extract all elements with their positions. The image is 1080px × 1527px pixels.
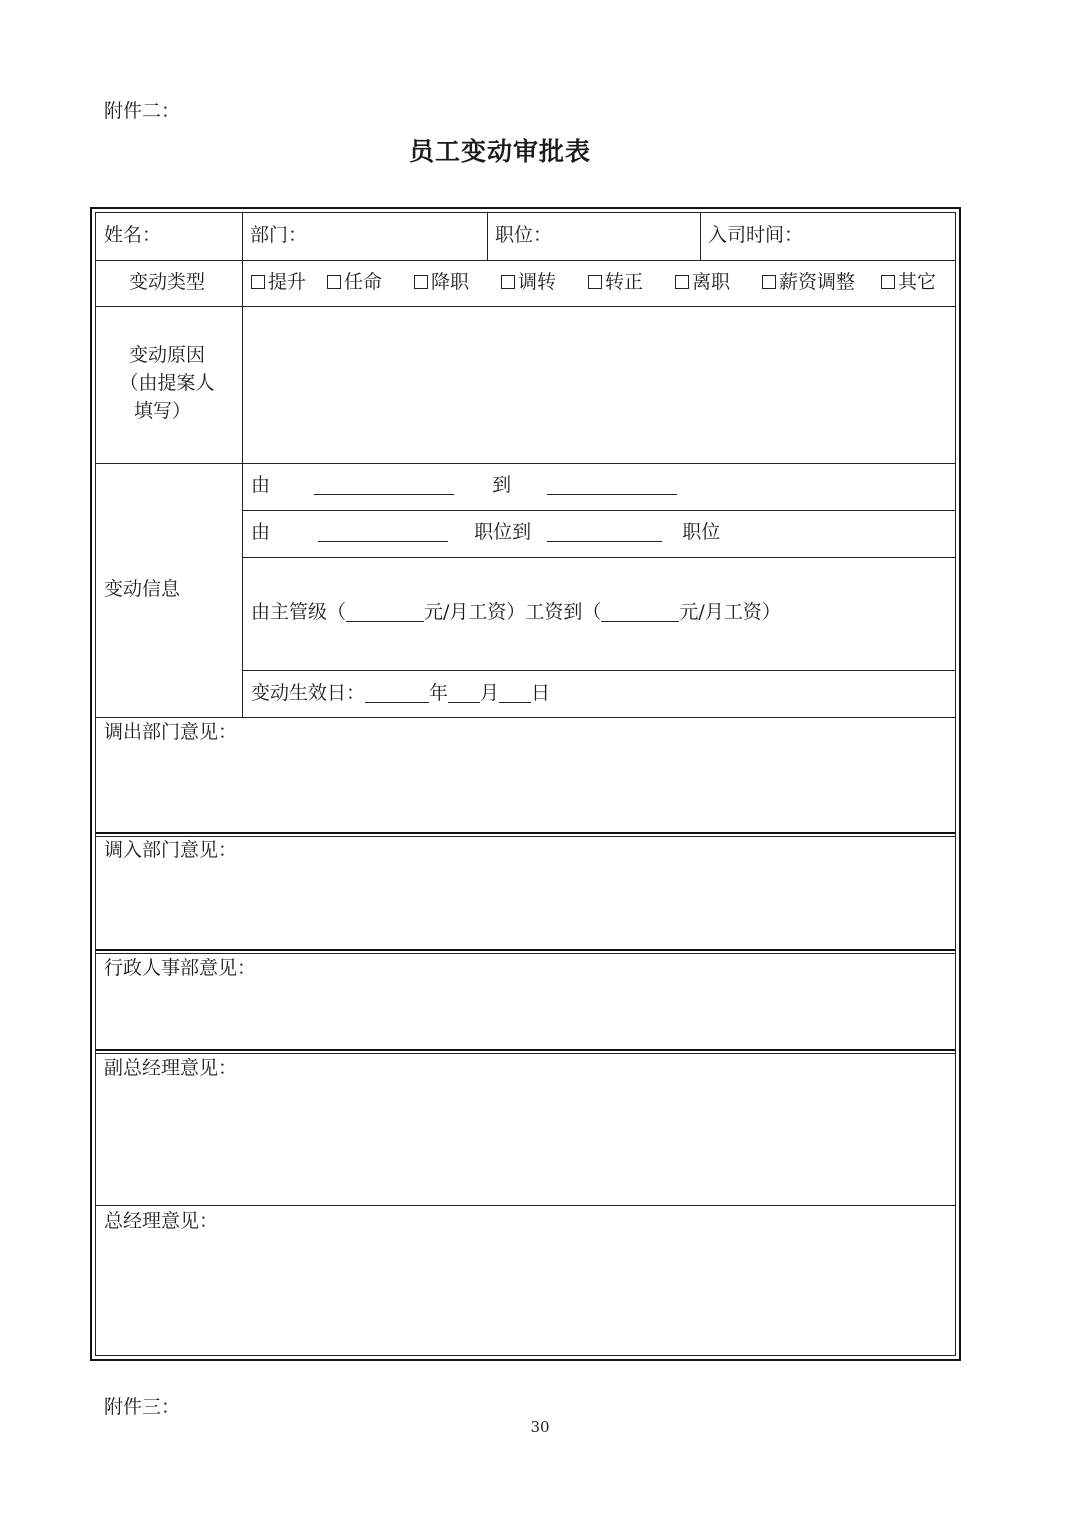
change-type-options <box>251 270 936 294</box>
checkbox-icon[interactable] <box>414 275 428 289</box>
month-label: 月 <box>480 682 500 704</box>
name-label: 姓名： <box>104 224 162 246</box>
attachment-label: 附件二： <box>104 100 181 122</box>
salary-to-blank[interactable] <box>601 603 679 622</box>
change-reason-input-area[interactable] <box>242 306 956 460</box>
checkbox-icon[interactable] <box>251 275 265 289</box>
effective-date-label: 变动生效日： <box>251 682 366 704</box>
checkbox-icon[interactable] <box>327 275 341 289</box>
checkbox-icon[interactable] <box>762 275 776 289</box>
row-divider <box>96 717 955 718</box>
option-transfer[interactable]: 调转 <box>501 270 588 294</box>
out-dept-opinion-label: 调出部门意见： <box>104 721 238 743</box>
row-divider <box>96 463 955 464</box>
info-line-salary <box>251 600 781 624</box>
section-divider <box>96 949 955 951</box>
row-divider <box>242 557 955 558</box>
page-number: 30 <box>530 1418 550 1436</box>
month-blank[interactable] <box>448 684 480 703</box>
option-salary-adjust[interactable]: 薪资调整 <box>762 270 881 294</box>
option-resign[interactable]: 离职 <box>675 270 762 294</box>
section-divider <box>96 832 955 834</box>
gm-opinion-label: 总经理意见： <box>104 1210 219 1232</box>
day-label: 日 <box>531 682 551 704</box>
hr-opinion-label: 行政人事部意见： <box>104 957 257 979</box>
change-type-label: 变动类型 <box>128 271 205 293</box>
checkbox-icon[interactable] <box>588 275 602 289</box>
salary-unit-label: 元/月工资）工资到（ <box>424 601 602 623</box>
to-dept-blank[interactable] <box>547 476 677 495</box>
year-blank[interactable] <box>365 684 429 703</box>
salary-unit-label: 元/月工资） <box>679 601 781 623</box>
year-label: 年 <box>429 682 449 704</box>
next-attachment-label: 附件三： <box>104 1396 181 1418</box>
section-divider <box>96 953 955 954</box>
hr-opinion-area[interactable] <box>96 982 954 1046</box>
option-regularize[interactable]: 转正 <box>588 270 675 294</box>
info-line-dept <box>251 473 677 497</box>
row-divider <box>242 510 955 511</box>
option-other[interactable]: 其它 <box>881 270 936 294</box>
salary-from-label: 由主管级（ <box>251 601 347 623</box>
row-divider <box>96 260 955 261</box>
change-info-label: 变动信息 <box>104 578 181 600</box>
gm-opinion-area[interactable] <box>96 1235 954 1353</box>
day-blank[interactable] <box>499 684 531 703</box>
change-reason-label-3: 填写） <box>134 400 192 422</box>
info-line-position <box>251 520 720 544</box>
vice-gm-opinion-area[interactable] <box>96 1082 954 1200</box>
column-divider <box>700 213 701 260</box>
info-line-effective <box>251 681 550 705</box>
position-label: 职位： <box>495 224 553 246</box>
section-divider <box>96 1049 955 1051</box>
from-label: 由 <box>251 474 271 496</box>
section-divider <box>96 836 955 837</box>
change-reason-label-1: 变动原因 <box>128 344 205 366</box>
option-appoint[interactable]: 任命 <box>327 270 414 294</box>
in-dept-opinion-area[interactable] <box>96 864 954 946</box>
checkbox-icon[interactable] <box>675 275 689 289</box>
column-divider <box>487 213 488 260</box>
out-dept-opinion-area[interactable] <box>96 746 954 828</box>
from-dept-blank[interactable] <box>314 476 454 495</box>
column-divider <box>242 213 243 717</box>
form-title: 员工变动审批表 <box>408 137 591 166</box>
from-position-blank[interactable] <box>318 523 448 542</box>
dept-label: 部门： <box>250 224 308 246</box>
position-suffix: 职位 <box>682 521 721 543</box>
in-dept-opinion-label: 调入部门意见： <box>104 839 238 861</box>
salary-from-blank[interactable] <box>346 603 424 622</box>
from-label: 由 <box>251 521 271 543</box>
checkbox-icon[interactable] <box>501 275 515 289</box>
join-date-label: 入司时间： <box>708 224 804 246</box>
option-demote[interactable]: 降职 <box>414 270 501 294</box>
row-divider <box>242 670 955 671</box>
vice-gm-opinion-label: 副总经理意见： <box>104 1057 238 1079</box>
row-divider <box>96 1205 955 1206</box>
section-divider <box>96 1053 955 1054</box>
change-reason-label-2: （由提案人 <box>119 372 215 394</box>
option-promote[interactable]: 提升 <box>251 270 327 294</box>
to-position-label: 职位到 <box>474 521 532 543</box>
to-label: 到 <box>492 474 512 496</box>
checkbox-icon[interactable] <box>881 275 895 289</box>
to-position-blank[interactable] <box>547 523 662 542</box>
